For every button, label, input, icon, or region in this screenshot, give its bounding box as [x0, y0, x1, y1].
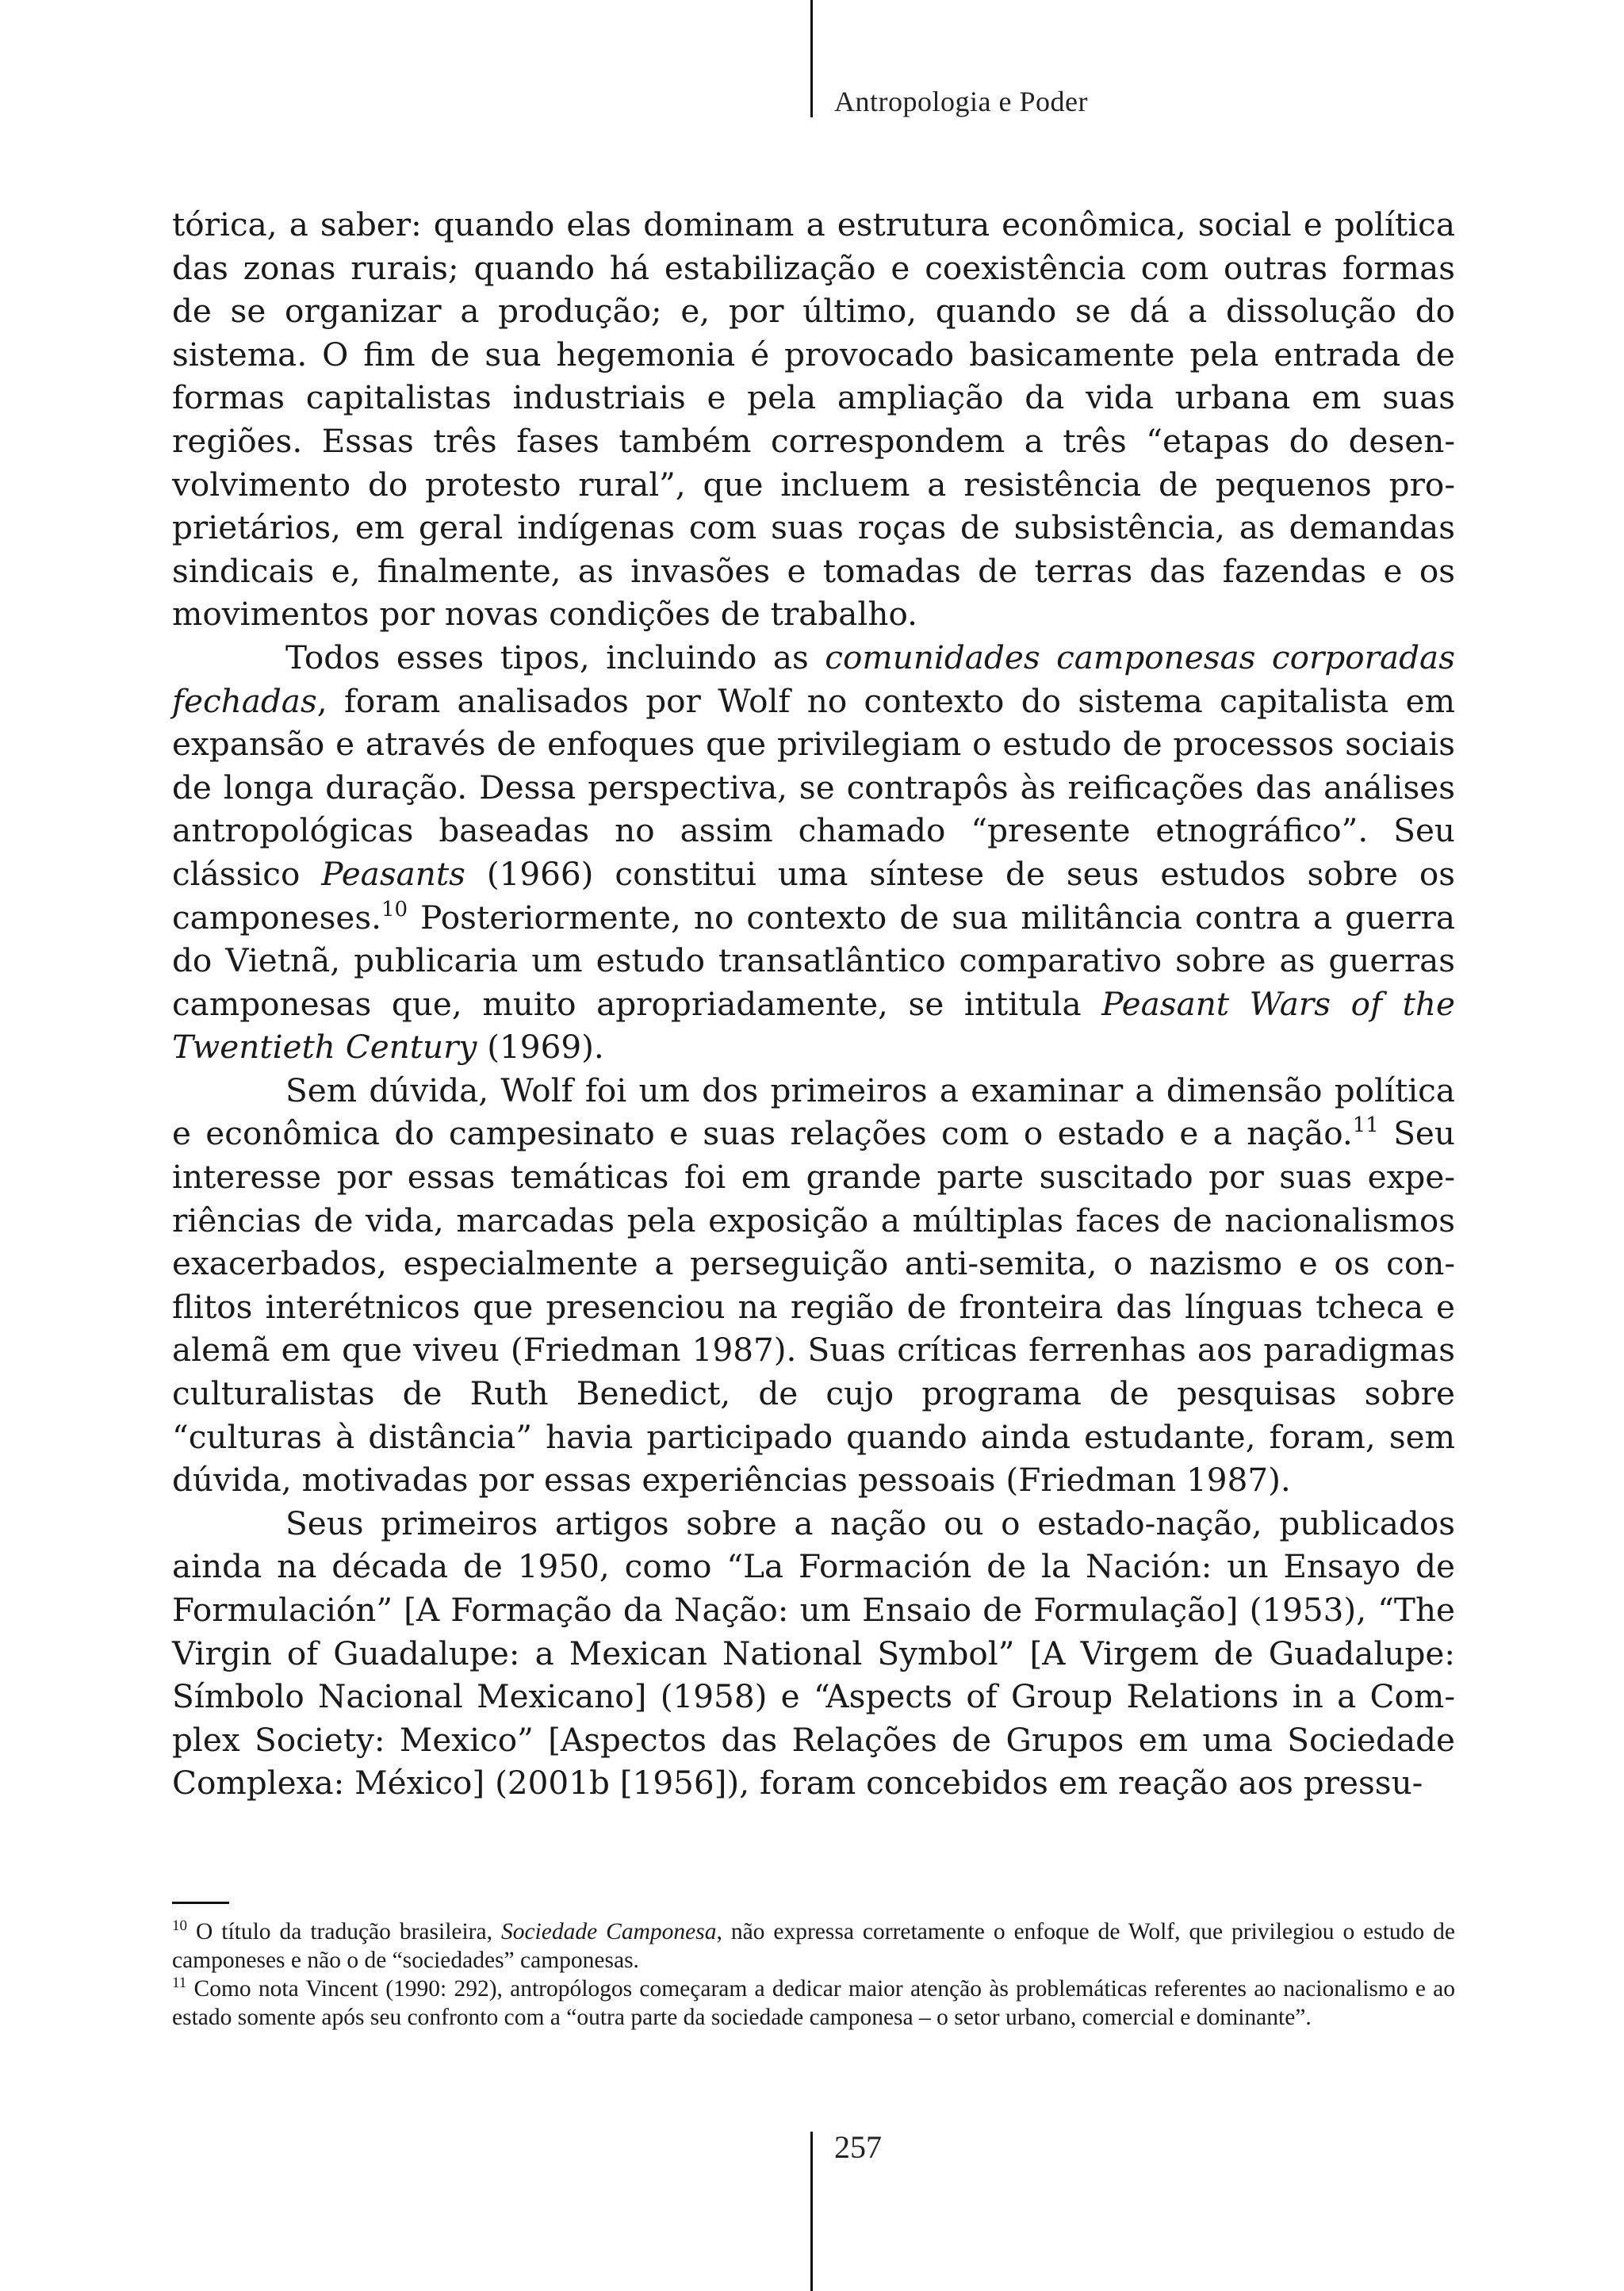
footnote-10-number: 10 — [172, 1917, 187, 1934]
italic-term-comunidades: comunidades camponesas corporadas fechadas — [172, 638, 1455, 720]
footnote-10 — [172, 1917, 1455, 1975]
paragraph-1: tórica, a saber: quando elas dominam a estrutura econômica, social e política das zonas rurais; quando há estabilização e coexistência com outras formas de se organizar a produção; e, por último, quando se dá a dissolução do sistema. O fim de sua hegemonia é provocado basicamente pela entrada de formas capitalistas industriais e pela ampliação da vida urbana em suas regiões. Essas três fases também correspondem a três “etapas do desenvolvimento do protesto rural”, que incluem a resistência de pequenos proprietários, em geral indígenas com suas roças de subsistência, as demandas sindicais e, finalmente, as invasões e tomadas de terras das fazendas e os movimentos por novas condições de trabalho. — [172, 205, 1455, 634]
paragraph-4: Seus primeiros artigos sobre a nação ou o estado-nação, publicados ainda na década de 1950, como “La Formación de la Nación: un Ensayo de Formulación” [A Formação da Nação: um Ensaio de Formulação] (1953), “The Virgin of Guadalupe: a Mexican National Symbol” [A Virgem de Guadalupe: Símbolo Nacional Mexicano] (1958) e “Aspects of Group Relations in a Complex Society: Mexico” [Aspectos das Relações de Grupos em uma Sociedade Complexa: México] (2001b [1956]), foram concebidos em reação aos pressu- — [172, 1504, 1455, 1803]
footnote-11-text-1: Como nota Vincent (1990: 292), antropólogos começaram a dedicar maior atenção às problemáticas referentes ao nacionalismo e ao estado somente após seu confronto com a “outra parte da sociedade camponesa – o setor urbano, comercial e dominante”. — [172, 1976, 1455, 2030]
footnote-ref-10[interactable]: 10 — [381, 897, 408, 921]
paragraph-3 — [172, 1069, 1455, 1502]
paragraph-2-text-3: (1966) constitui uma síntese de seus estudos sobre os camponeses. — [172, 854, 1455, 937]
paragraph-2-text-5: (1969). — [477, 1028, 604, 1067]
page-number: 257 — [834, 2129, 882, 2165]
running-head-title: Antropologia e Poder — [834, 86, 1088, 117]
paragraph-2-text-1: Todos esses tipos, incluindo as — [285, 638, 825, 676]
paragraph-3-text-1: Sem dúvida, Wolf foi um dos primeiros a examinar a dimensão política e econômica do campesinato e suas relações com o estado e a nação. — [172, 1071, 1455, 1153]
footnote-10-text-2: , não expressa corretamente o enfoque de Wolf, que privilegiou o estudo de camponeses e não o de “sociedades” camponesas. — [172, 1919, 1456, 1973]
body-text — [172, 203, 1455, 1805]
paragraph-3-text-2: Seu interesse por essas temáticas foi em grande parte suscitado por suas experiências de vida, marcadas pela exposição a múltiplas faces de nacionalismos exacerbados, especialmente a perseguição anti-semita, o nazismo e os conflitos interétnicos que presenciou na região de fronteira das línguas tcheca e alemã em que viveu (Friedman 1987). Suas críticas ferrenhas aos paradigmas culturalistas de Ruth Benedict, de cujo programa de pesquisas sobre “culturas à distância” havia participado quando ainda estudante, foram, sem dúvida, motivadas por essas experiências pessoais (Friedman 1987). — [172, 1114, 1455, 1500]
footnote-11 — [172, 1975, 1455, 2032]
footnotes — [172, 1917, 1455, 2032]
footnote-separator-rule — [172, 1902, 229, 1904]
paragraph-2-text-2: , foram analisados por Wolf no contexto do sistema capitalista em expansão e através de enfoques que privilegiam o estudo de processos sociais de longa duração. Dessa perspectiva, se contrapôs às reificações das análises antropológicas baseadas no assim chamado “presente etnográfico”. Seu clássico — [172, 681, 1455, 893]
header-divider-rule — [810, 0, 813, 117]
footnote-10-text-1: O título da tradução brasileira, — [187, 1919, 501, 1944]
paragraph-2-text-4: Posteriormente, no contexto de sua militância contra a guerra do Vietnã, publicaria um estudo transatlântico comparativo sobre as guerras camponesas que, muito apropriadamente, se intitula — [172, 898, 1455, 1023]
italic-title-peasants: Peasants — [321, 854, 465, 893]
footnote-10-italic-title: Sociedade Camponesa — [500, 1919, 717, 1944]
footer-divider-rule — [810, 2132, 813, 2291]
footnote-11-number: 11 — [172, 1975, 187, 1991]
paragraph-2 — [172, 636, 1455, 1069]
italic-title-peasant-wars: Peasant Wars of the Twentieth Century — [172, 984, 1455, 1067]
footnote-ref-11[interactable]: 11 — [1352, 1113, 1379, 1138]
